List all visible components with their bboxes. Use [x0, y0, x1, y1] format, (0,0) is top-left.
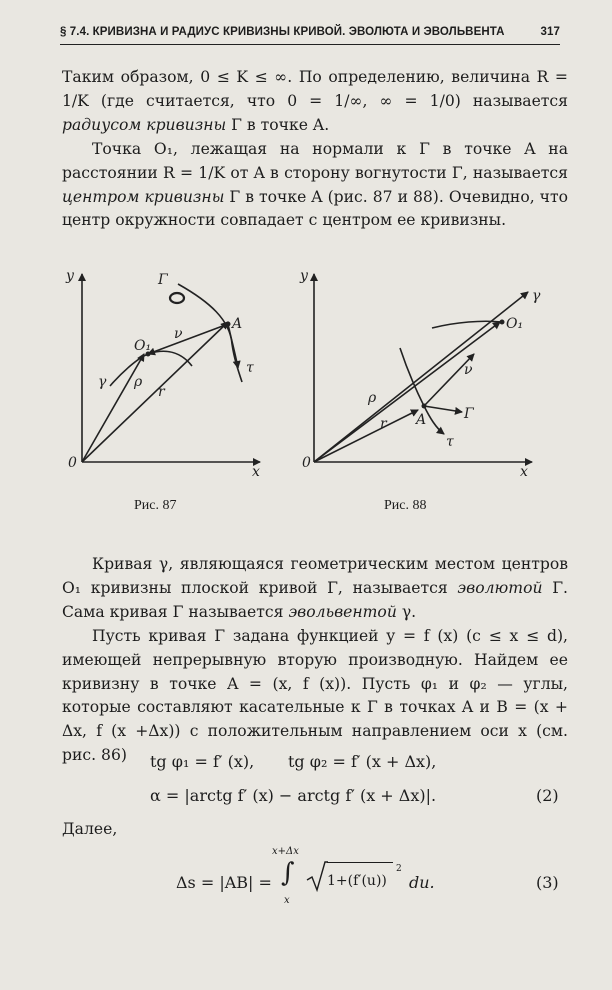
- term-involute: эвольвентой: [288, 602, 397, 621]
- caption-fig-88: Рис. 88: [384, 498, 427, 513]
- formula-alpha: α = |arctg f′ (x) − arctg f′ (x + Δx)|.: [150, 786, 437, 805]
- label-origin: 0: [68, 455, 77, 471]
- small-circle: [170, 293, 184, 303]
- integral-sign: ∫: [281, 858, 295, 888]
- term-radius-of-curvature: радиусом кривизны: [62, 115, 227, 134]
- sqrt-radicand-power: 2: [396, 864, 402, 874]
- formula-ds-tail: du.: [409, 873, 435, 892]
- label-a: A: [232, 316, 243, 332]
- paragraph-center-definition: Точка O₁, лежащая на нормали к Γ в точке A на расстоянии R = 1/K от A в сторону вогнутости Γ, называется центром кривизны Γ в точке A (рис. 87 и 88). Очевидно, что центр окружности совпадает с центром ее кривизны.: [62, 140, 569, 230]
- vector-r: [82, 322, 228, 462]
- tangent-gamma: [424, 406, 462, 412]
- equation-number-3: (3): [536, 873, 559, 892]
- sqrt-overline: [327, 862, 393, 863]
- vector-r: [314, 410, 418, 462]
- point-a: [226, 322, 231, 327]
- label-y: y: [66, 268, 74, 284]
- label-r: r: [158, 384, 165, 400]
- label-x: x: [520, 464, 528, 477]
- label-x: x: [252, 464, 260, 477]
- label-tau: τ: [446, 434, 454, 450]
- label-gamma-cap: Γ: [158, 272, 168, 288]
- running-header: [60, 26, 560, 38]
- point-a: [422, 404, 427, 409]
- term-center-of-curvature: центром кривизны: [62, 187, 225, 206]
- equation-number-2: (2): [536, 786, 559, 805]
- formula-tg-phi1: tg φ₁ = f′ (x),: [150, 752, 255, 771]
- label-r: r: [380, 416, 387, 432]
- vector-nu: [148, 324, 228, 354]
- figure-88-drawing: [296, 262, 546, 477]
- label-y: y: [300, 268, 308, 284]
- header-rule: [60, 44, 560, 45]
- formula-ds-lhs: Δs = |AB| =: [176, 873, 272, 892]
- label-gamma-cap: Γ: [464, 406, 474, 422]
- page-number: 317: [540, 26, 560, 38]
- term-evolute: эволютой: [457, 578, 543, 597]
- label-gamma-small: γ: [532, 288, 541, 304]
- sqrt-sign: [306, 860, 328, 892]
- label-a: A: [416, 412, 427, 428]
- figure-87-drawing: [60, 262, 270, 477]
- label-rho: ρ: [134, 374, 143, 390]
- integral-lower-limit: x: [284, 895, 290, 906]
- figure-87: [60, 262, 270, 477]
- label-rho: ρ: [368, 390, 377, 406]
- paragraph-radius-definition: Таким образом, 0 ≤ K ≤ ∞. По определению, величина R = 1/K (где считается, что 0 = 1/∞, ∞ = 1/0) называется радиусом кривизны Γ в точке A.: [62, 68, 568, 134]
- point-o1: [500, 320, 505, 325]
- osculating-arc: [432, 321, 502, 328]
- sqrt-radicand: 1+(f′(u)): [327, 873, 387, 889]
- label-gamma-small: γ: [98, 374, 107, 390]
- vector-rho: [82, 354, 144, 462]
- section-title: § 7.4. КРИВИЗНА И РАДИУС КРИВИЗНЫ КРИВОЙ. ЭВОЛЮТА И ЭВОЛЬВЕНТА: [60, 26, 505, 38]
- vector-rho: [314, 322, 500, 462]
- figure-88: [296, 262, 546, 477]
- paragraph-curvature-setup: Пусть кривая Γ задана функцией y = f (x) (c ≤ x ≤ d), имеющей непрерывную вторую производную. Найдем ее кривизну в точке A = (x, f (x)). Пусть φ₁ и φ₂ — углы, которые составляют касательные к Γ в точках A и B = (x + Δx, f (x +Δx)) с положительным направлением оси x (см. рис. 86): [62, 627, 568, 764]
- curve-gamma-evolute: [314, 292, 528, 462]
- label-origin: 0: [302, 455, 311, 471]
- label-nu: ν: [464, 362, 473, 378]
- curve-gamma-big: [178, 284, 242, 382]
- paragraph-further: Далее,: [62, 820, 118, 838]
- label-nu: ν: [174, 326, 183, 342]
- label-o1: O₁: [506, 316, 524, 332]
- label-tau: τ: [246, 360, 254, 376]
- integral-upper-limit: x+Δx: [272, 846, 299, 857]
- formula-tg-phi2: tg φ₂ = f′ (x + Δx),: [288, 752, 437, 771]
- label-o1: O₁: [134, 338, 152, 354]
- caption-fig-87: Рис. 87: [134, 498, 177, 513]
- paragraph-evolute-definition: Кривая γ, являющаяся геометрическим местом центров O₁ кривизны плоской кривой Γ, называется эволютой Γ. Сама кривая Γ называется эвольвентой γ.: [62, 555, 568, 621]
